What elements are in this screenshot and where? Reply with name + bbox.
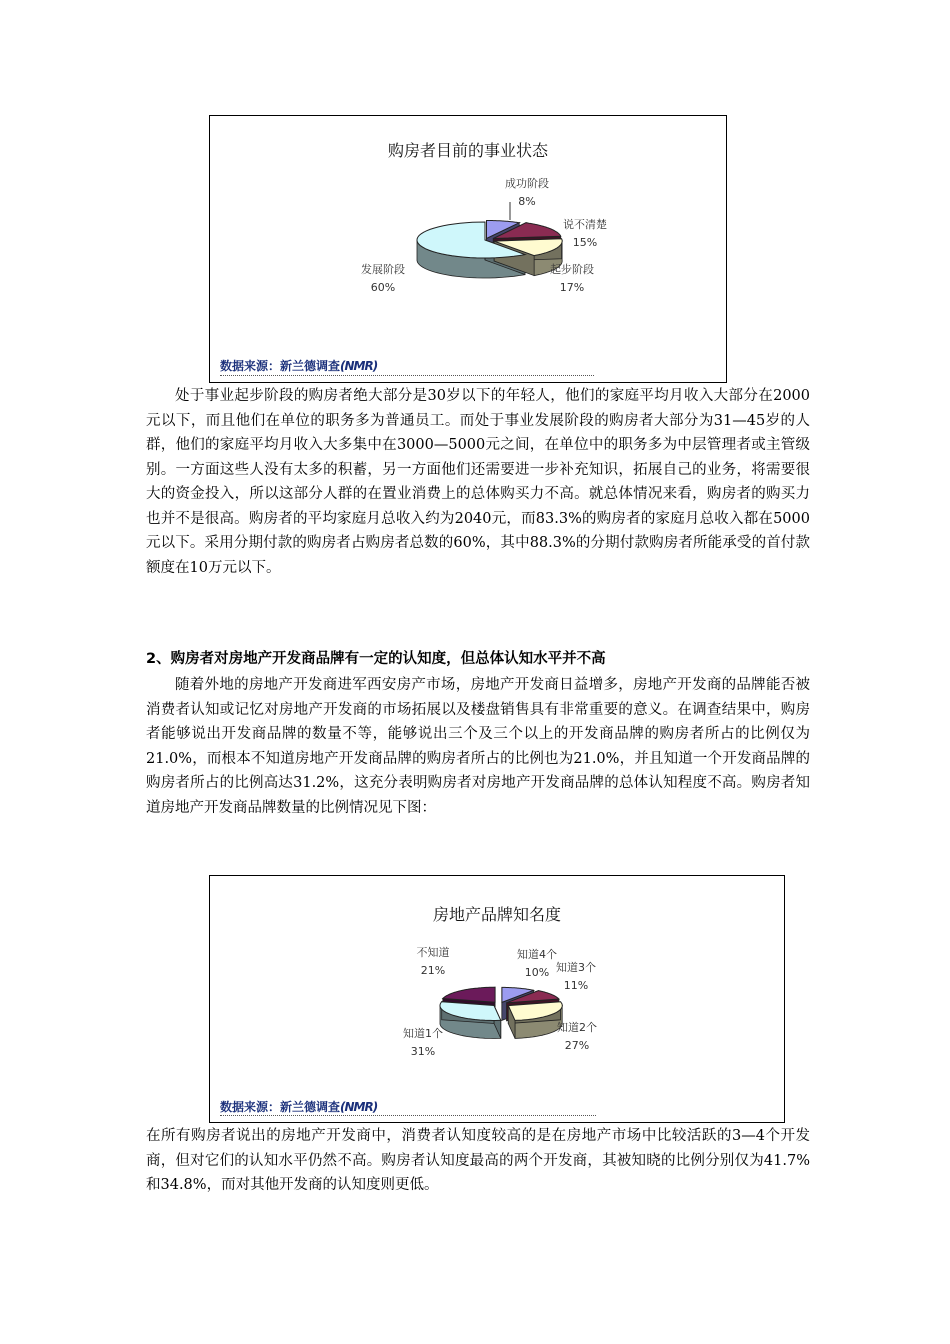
paragraph-brand: 随着外地的房地产开发商进军西安房产市场，房地产开发商日益增多，房地产开发商的品牌能否被消费者认知或记忆对房地产开发商的市场拓展以及楼盘销售具有非常重要的意义。在调查结果中，购房者能够说出开发商品牌的数量不等，能够说出三个及三个以上的开发商品牌的购房者所占的比例仅为21.0%，而根本不知道房地产开发商品牌的购房者所占的比例也为21.0%，并且知道一个开发商品牌的购房者所占的比例高达31.2%，这充分表明购房者对房地产开发商品牌的总体认知程度不高。购房者知道房地产开发商品牌数量的比例情况见下图： (146, 677, 810, 816)
slice-label: 起步阶段 (550, 263, 594, 276)
slice-value-label: 11% (563, 979, 589, 992)
slice-value-label: 31% (410, 1045, 436, 1058)
slice-label: 成功阶段 (505, 177, 549, 190)
source-underline (220, 1115, 596, 1116)
chart-title: 购房者目前的事业状态 (387, 141, 548, 160)
slice-value-label: 60% (370, 281, 396, 294)
slice-label: 说不清楚 (563, 218, 607, 231)
source-label: 数据来源：新兰德调查 (220, 1100, 341, 1114)
slice-label: 知道4个 (517, 948, 557, 961)
source-label: 数据来源：新兰德调查 (220, 359, 341, 373)
slice-value-label: 27% (564, 1039, 590, 1052)
slice-value-label: 15% (572, 236, 598, 249)
slice-label: 发展阶段 (361, 263, 405, 276)
slice-value-label: 17% (559, 281, 585, 294)
slice-label: 知道2个 (557, 1021, 597, 1034)
nmr-logo: (NMR) (340, 1100, 378, 1114)
chart-brand-awareness (209, 875, 785, 1123)
chart-career-status (209, 115, 727, 383)
paragraph-developers: 在所有购房者说出的房地产开发商中，消费者认知度较高的是在房地产市场中比较活跃的3—4个开发商，但对它们的认知水平仍然不高。购房者认知度最高的两个开发商，其被知晓的比例分别仅为41.7%和34.8%，而对其他开发商的认知度则更低。 (146, 1128, 810, 1193)
slice-label: 知道1个 (403, 1027, 443, 1040)
pie-chart-svg (210, 116, 726, 382)
paragraph-career: 处于事业起步阶段的购房者绝大部分是30岁以下的年轻人，他们的家庭平均月收入大部分在2000元以下，而且他们在单位的职务多为普通员工。而处于事业发展阶段的购房者大部分为31—45岁的人群，他们的家庭平均月收入大多集中在3000—5000元之间，在单位中的职务多为中层管理者或主管级别。一方面这些人没有太多的积蓄，另一方面他们还需要进一步补充知识，拓展自己的业务，将需要很大的资金投入，所以这部分人群的在置业消费上的总体购买力不高。就总体情况来看，购房者的购买力也并不是很高。购房者的平均家庭月总收入约为2040元，而83.3%的购房者的家庭月总收入都在5000元以下。采用分期付款的购房者占购房者总数的60%，其中88.3%的分期付款购房者所能承受的首付款额度在10万元以下。 (146, 388, 810, 576)
chart-title: 房地产品牌知名度 (432, 905, 561, 924)
pie-chart-svg (210, 876, 784, 1122)
slice-value-label: 21% (420, 964, 446, 977)
slice-label: 知道3个 (556, 961, 596, 974)
data-source (220, 1098, 377, 1115)
slice-value-label: 10% (524, 966, 550, 979)
nmr-logo: (NMR) (340, 359, 378, 373)
data-source (220, 357, 377, 374)
pie-tops (440, 987, 562, 1020)
source-underline (220, 375, 594, 376)
slice-label: 不知道 (416, 946, 450, 959)
section-heading-2: 2、购房者对房地产开发商品牌有一定的认知度，但总体认知水平并不高 (146, 651, 606, 667)
slice-value-label: 8% (518, 195, 536, 208)
